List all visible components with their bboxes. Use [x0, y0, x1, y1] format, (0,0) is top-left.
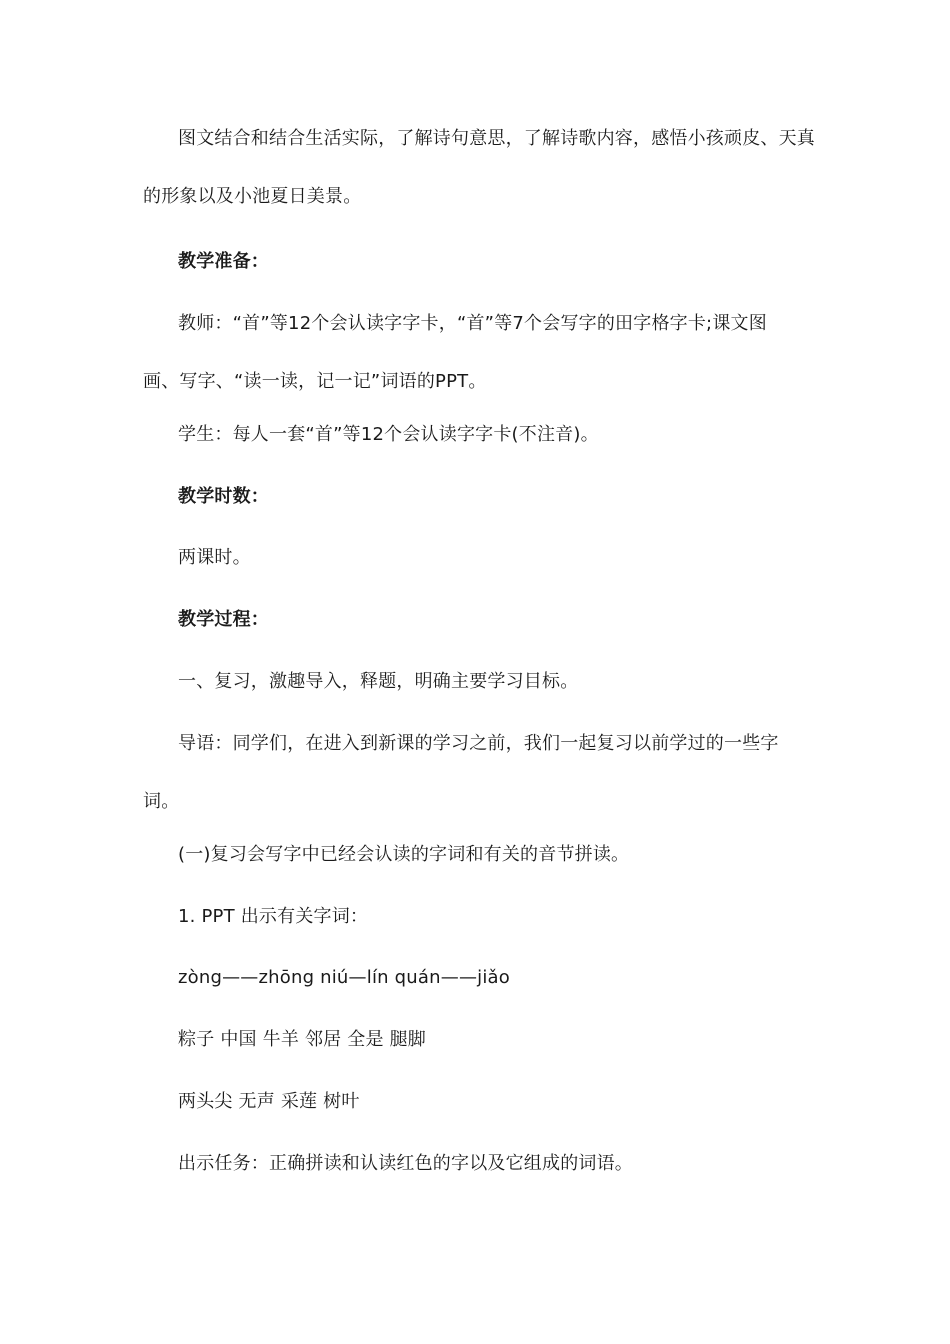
- paragraph-words-1: 粽子 中国 牛羊 邻居 全是 腿脚: [178, 1029, 427, 1050]
- paragraph-objective: 图文结合和结合生活实际，了解诗句意思，了解诗歌内容，感悟小孩顽皮、天真的形象以及小池夏日美景。: [143, 128, 815, 207]
- paragraph-teacher-prep: 教师：“首”等12个会认读字字卡，“首”等7个会写字的田字格字卡;课文图画、写字、“读一读，记一记”词语的PPT。: [143, 313, 767, 392]
- heading-preparation: 教学准备：: [178, 251, 269, 272]
- heading-hours: 教学时数：: [178, 486, 269, 507]
- heading-process: 教学过程：: [178, 609, 269, 630]
- paragraph-ppt: 1. PPT 出示有关字词：: [178, 906, 369, 927]
- paragraph-review: (一)复习会写字中已经会认读的字词和有关的音节拼读。: [178, 844, 630, 865]
- paragraph-hours: 两课时。: [178, 547, 251, 568]
- paragraph-task: 出示任务：正确拼读和认读红色的字以及它组成的词语。: [178, 1153, 633, 1174]
- paragraph-student-prep: 学生：每人一套“首”等12个会认读字字卡(不注音)。: [178, 424, 599, 445]
- paragraph-intro: 导语：同学们，在进入到新课的学习之前，我们一起复习以前学过的一些字词。: [143, 733, 779, 812]
- paragraph-pinyin: zòng——zhōng niú—lín quán——jiǎo: [178, 967, 510, 988]
- paragraph-step-one: 一、复习，激趣导入，释题，明确主要学习目标。: [178, 671, 579, 692]
- paragraph-words-2: 两头尖 无声 采莲 树叶: [178, 1091, 360, 1112]
